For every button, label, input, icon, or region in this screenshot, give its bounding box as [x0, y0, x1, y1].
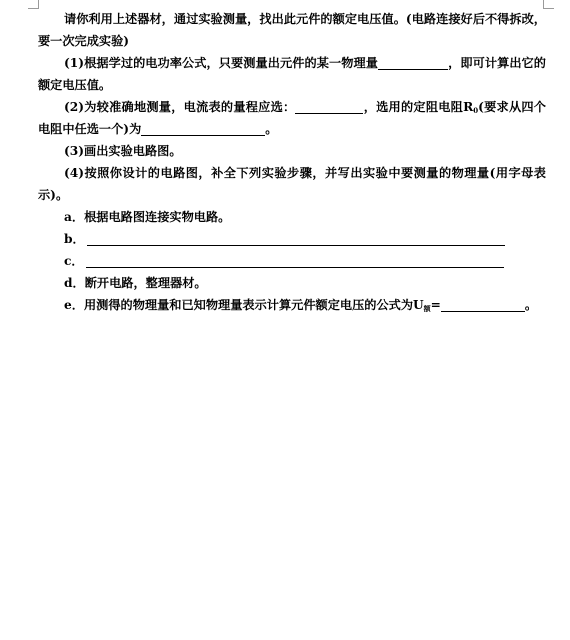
question-2-resistor-blank[interactable]: [141, 121, 265, 136]
step-b: [38, 228, 546, 250]
step-e-end: 。: [524, 298, 538, 312]
intro-paragraph: [38, 8, 546, 52]
step-d-text: d．断开电路，整理器材。: [64, 276, 207, 290]
question-2-end: 。: [265, 122, 278, 136]
step-c: [38, 250, 546, 272]
question-1-text-after: ，即可计算出它的额定电压值。: [38, 56, 546, 92]
question-2-range-blank[interactable]: [295, 99, 363, 114]
question-1-text-before: (1)根据学过的电功率公式，只要测量出元件的某一物理量: [64, 56, 379, 70]
step-e-text: e．用测得的物理量和已知物理量表示计算元件额定电压的公式为U: [64, 298, 424, 312]
question-4-text: (4)按照你设计的电路图，补全下列实验步骤，并写出实验中要测量的物理量(用字母表示)。: [38, 166, 546, 202]
step-e: [38, 294, 546, 316]
question-3-text: (3)画出实验电路图。: [64, 144, 182, 158]
question-2: [38, 96, 546, 140]
step-b-blank[interactable]: [87, 231, 505, 246]
resistor-subscript: 0: [473, 106, 479, 115]
question-2-text-part1: (2)为较准确地测量，电流表的量程应选：: [64, 100, 296, 114]
step-b-label: b．: [64, 232, 85, 246]
intro-text: 请你利用上述器材，通过实验测量，找出此元件的额定电压值。(电路连接好后不得拆改，要一次完成实验): [38, 12, 546, 48]
question-2-text-part3: (要求从四个电阻中任选一个)为: [38, 100, 546, 136]
question-1: [38, 52, 546, 96]
step-c-label: c．: [64, 254, 84, 268]
step-e-formula-blank[interactable]: [441, 297, 525, 312]
document-body: [38, 8, 546, 316]
question-2-text-part2: ，选用的定阻电阻R: [363, 100, 474, 114]
step-d: [38, 272, 546, 294]
question-3: [38, 140, 546, 162]
step-c-blank[interactable]: [86, 253, 504, 268]
step-a: [38, 206, 546, 228]
question-1-blank[interactable]: [378, 55, 448, 70]
question-4: [38, 162, 546, 206]
step-e-equals: =: [430, 298, 441, 312]
rated-subscript: 额: [423, 304, 431, 313]
step-a-text: a．根据电路图连接实物电路。: [64, 210, 231, 224]
